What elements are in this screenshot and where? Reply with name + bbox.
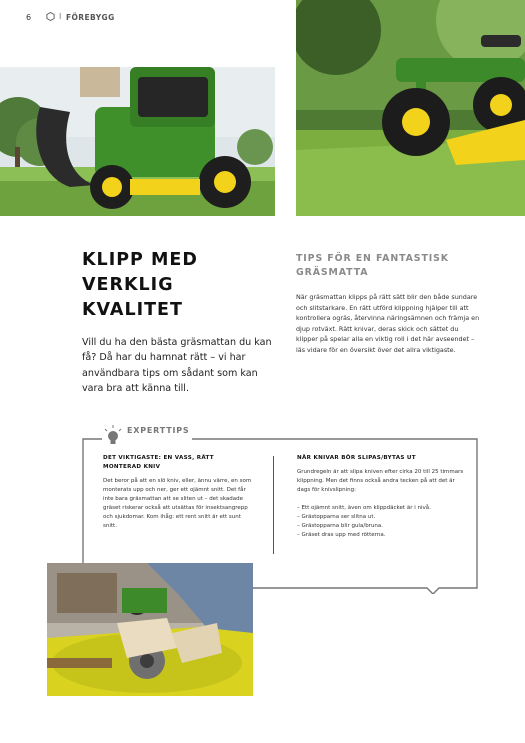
intro-paragraph: Vill du ha den bästa gräsmattan du kan få? Då har du hamnat rätt – vi har användbara tips om sådant som kan vara bra att känna till.: [82, 337, 272, 395]
header-separator: I: [59, 12, 62, 21]
headline-line-2: VERKLIG: [82, 275, 174, 295]
hexagon-icon: [46, 12, 55, 21]
mower-wheel-photo: [296, 0, 525, 216]
expert-right-title: NÄR KNIVAR BÖR SLIPAS/BYTAS UT: [297, 455, 416, 461]
page-headline: [82, 248, 262, 323]
blade-maintenance-photo: [47, 563, 253, 696]
page-number: 6: [26, 13, 32, 22]
sharpening-signs-list: [297, 504, 467, 540]
headline-line-3: KVALITET: [82, 300, 183, 320]
list-item: – Grästopparna blir gula/bruna.: [297, 522, 467, 531]
list-item: – Gräset dras upp med rötterna.: [297, 531, 467, 540]
headline-line-1: KLIPP MED: [82, 250, 198, 270]
expert-left-title: DET VIKTIGASTE: EN VASS, RÄTT MONTERAD KNIV: [103, 455, 214, 470]
expert-tips-label: EXPERTTIPS: [127, 426, 193, 435]
list-item: – Grästopparna ser slitna ut.: [297, 513, 467, 522]
list-item: – Ett ojämnt snitt, även om klippdäcket är i nivå.: [297, 504, 467, 513]
section-label: FÖREBYGG: [66, 13, 115, 22]
tips-heading: TIPS FÖR EN FANTASTISK GRÄSMATTA: [296, 253, 449, 278]
riding-mower-photo: [0, 67, 275, 216]
expert-right-text: Grundregeln är att slipa kniven efter cirka 20 till 25 timmars klippning. Men det finns också andra tecken på att det är dags för knivslipning:: [297, 469, 464, 493]
tips-body: När gräsmattan klipps på rätt sätt blir den både sundare och slitstarkare. En rätt utförd klippning hjälper till att kontrollera ogräs, återvinna näringsämnen och främja en djup rotväxt. Rätt knivar, deras skick och sättet du klipper på spelar alla en viktig roll i det här avseendet – läs vidare för en översikt över det allra viktigaste.: [296, 293, 480, 354]
lightbulb-icon: [104, 425, 122, 447]
column-divider: [273, 456, 274, 554]
expert-left-text: Det beror på att en slö kniv, eller, ännu värre, en som monterats upp och ner, ger ett ojämnt snitt. Det får inte bara gräsmattan att se sliten ut – det skadade gräset riskerar också att utsättas för insektsangrepp och sjukdomar. Kom ihåg: ett rent snitt är ett sunt snitt.: [103, 478, 252, 529]
